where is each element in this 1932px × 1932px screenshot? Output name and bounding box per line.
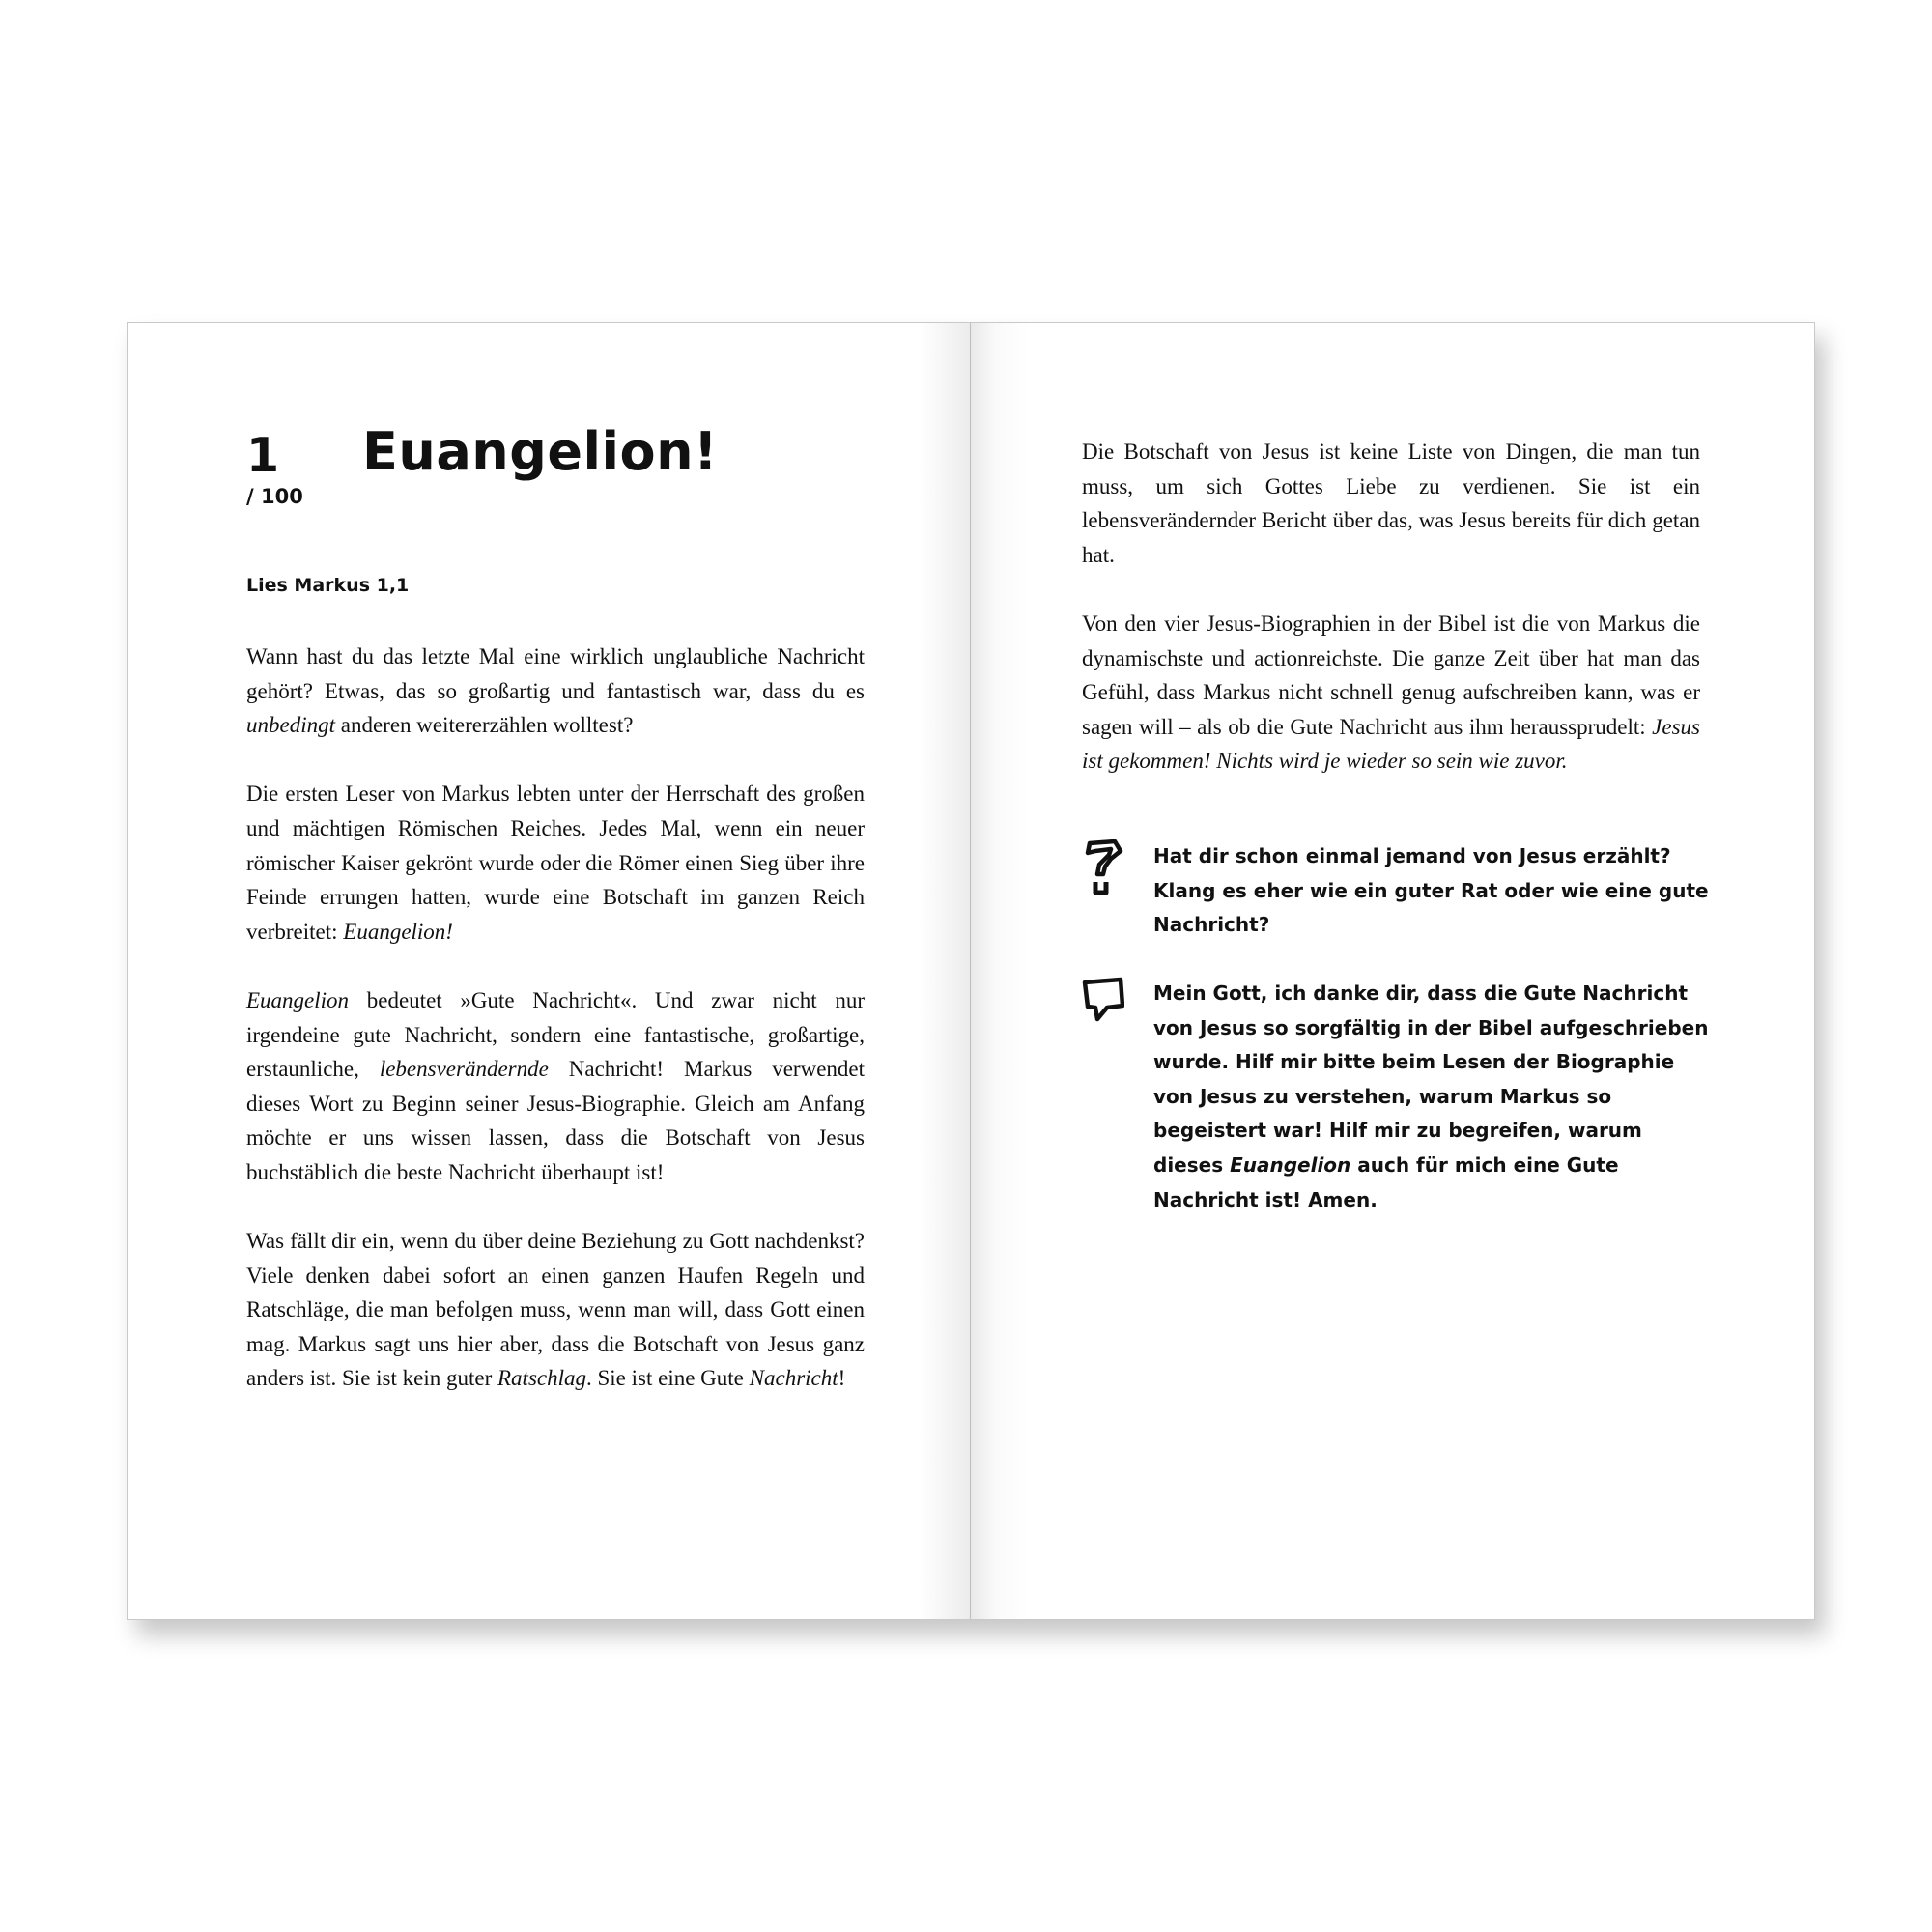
chapter-total: / 100 [246, 485, 303, 508]
paragraph-1: Wann hast du das letzte Mal eine wirklich unglaubliche Nachricht gehört? Etwas, das so großartig und fantastisch war, dass du es unbedingt anderen weitererzählen wolltest? [246, 644, 865, 738]
prayer-text: Mein Gott, ich danke dir, dass die Gute Nachricht von Jesus so sorgfältig in der Bibel aufgeschrieben wurde. Hilf mir bitte beim Lesen der Biographie von Jesus zu verstehen, warum Markus so begeistert war! Hilf mir zu begreifen, warum dieses Euangelion auch für mich eine Gute Nachricht ist! Amen. [1153, 981, 1709, 1211]
question-text: Hat dir schon einmal jemand von Jesus erzählt? Klang es eher wie ein guter Rat oder wie eine gute Nachricht? [1153, 844, 1709, 937]
left-body-text [246, 639, 865, 1431]
paragraph-3: Euangelion bedeutet »Gute Nachricht«. Und zwar nicht nur irgendeine gute Nachricht, sondern eine fantastische, großartige, erstaunliche, lebensverändernde Nachricht! Markus verwendet dieses Wort zu Beginn seiner Jesus-Biographie. Gleich am Anfang möchte er uns wissen lassen, dass die Botschaft von Jesus buchstäblich die beste Nachricht überhaupt ist! [246, 987, 866, 1184]
paragraph-5: Die Botschaft von Jesus ist keine Liste von Dingen, die man tun muss, um sich Gottes Liebe zu verdienen. Sie ist ein lebensverändernder Bericht über das, was Jesus bereits für dich getan hat. [1082, 440, 1700, 567]
chapter-number: 1 [246, 428, 280, 483]
right-page [971, 323, 1814, 1619]
speech-bubble-icon [1082, 977, 1124, 1035]
paragraph-2: Die ersten Leser von Markus lebten unter der Herrschaft des großen und mächtigen Römischen Reiches. Jedes Mal, wenn ein neuer römischer Kaiser gekrönt wurde oder die Römer einen Sieg über ihre Feinde errungen hatten, wurde eine Botschaft im ganzen Reich verbreitet: Euangelion! [246, 781, 865, 944]
chapter-title: Euangelion! [362, 421, 719, 482]
reading-reference: Lies Markus 1,1 [246, 575, 410, 596]
question-mark-icon [1082, 839, 1124, 897]
paragraph-6: Von den vier Jesus-Biographien in der Bibel ist die von Markus die dynamischste und actionreichste. Die ganze Zeit über hat man das Gefühl, dass Markus nicht schnell genug aufschreiben kann, was er sagen will – als ob die Gute Nachricht aus ihm heraussprudelt: Jesus ist gekommen! Nichts wird je wieder so sein wie zuvor. [1082, 611, 1700, 774]
right-body-text [1082, 435, 1700, 813]
left-page [128, 323, 970, 1619]
paragraph-4: Was fällt dir ein, wenn du über deine Beziehung zu Gott nachdenkst? Viele denken dabei sofort an einen ganzen Haufen Regeln und Ratschläge, die man befolgen muss, wenn man will, dass Gott einen mag. Markus sagt uns hier aber, dass die Botschaft von Jesus ganz anders ist. Sie ist kein guter Ratschlag. Sie ist eine Gute Nachricht! [246, 1229, 865, 1391]
book-spread [127, 322, 1815, 1620]
